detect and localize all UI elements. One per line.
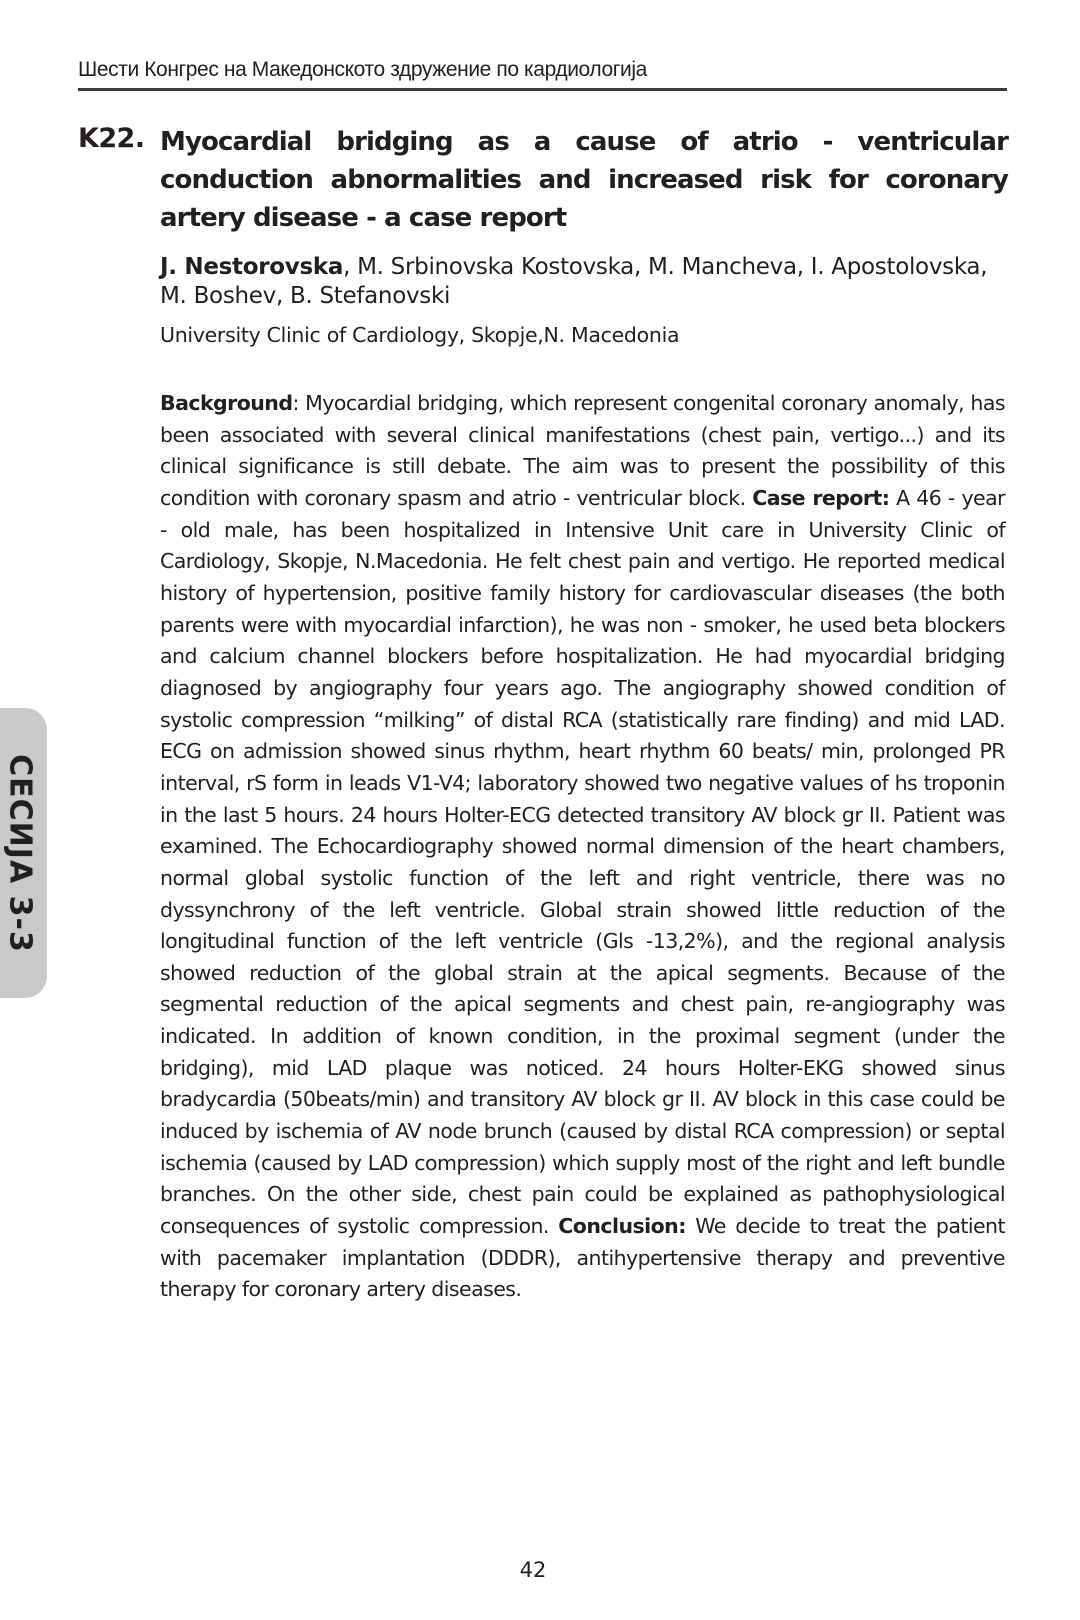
session-side-tab	[0, 708, 47, 998]
background-text: : Myocardial bridging, which represent congenital coronary anomaly, has been associated with several clinical manifestations (chest pain, vertigo...) and its clinical significance is still debate. The aim was to present the possibility of this condition with coronary spasm and atrio - ventricular block.	[160, 391, 1005, 510]
affiliation: University Clinic of Cardiology, Skopje,N. Macedonia	[160, 323, 680, 347]
co-authors: , M. Srbinovska Kostovska, M. Mancheva, I. Apostolovska, M. Boshev, B. Stefanovski	[160, 254, 988, 309]
presenting-author: J. Nestorovska	[160, 254, 344, 280]
abstract-id: K22.	[78, 123, 145, 154]
running-header: Шести Конгрес на Македонското здружение по кардиологија	[78, 58, 1007, 91]
author-list	[160, 253, 1010, 311]
conclusion-label: Conclusion:	[558, 1214, 686, 1239]
case-report-label: Case report:	[752, 485, 890, 510]
abstract-title: Myocardial bridging as a cause of atrio - ventricular conduction abnormalities and increased risk for coronary artery disease - a case report	[160, 127, 1008, 233]
background-label: Background	[160, 391, 293, 415]
abstract-body	[160, 388, 1005, 1306]
session-tab-label: СЕСИЈА 3-3	[2, 754, 38, 953]
page-number: 42	[519, 1558, 547, 1582]
conclusion-text: We decide to treat the patient with pacemaker implantation (DDDR), antihypertensive therapy and preventive therapy for coronary artery diseases.	[160, 1214, 1005, 1302]
case-report-text: A 46 - year - old male, has been hospitalized in Intensive Unit care in University Clinic of Cardiology, Skopje, N.Macedonia. He felt chest pain and vertigo. He reported medical history of hypertension, positive family history for cardiovascular diseases (the both parents were with myocardial infarction), he was non - smoker, he used beta blockers and calcium channel blockers before hospitalization. He had myocardial bridging diagnosed by angiography four years ago. The angiography showed condition of systolic compression “milking” of distal RCA (statistically rare finding) and mid LAD. ECG on admission showed sinus rhythm, heart rhythm 60 beats/ min, prolonged PR interval, rS form in leads V1-V4; laboratory showed two negative values of hs troponin in the last 5 hours. 24 hours Holter-ECG detected transitory AV block gr II. Patient was examined. The Echocardiography showed normal dimension of the heart chambers, normal global systolic function of the left and right ventricle, there was no dyssynchrony of the left ventricle. Global strain showed little reduction of the longitudinal function of the left ventricle (Gls -13,2%), and the regional analysis showed reduction of the global strain at the apical segments. Because of the segmental reduction of the apical segments and chest pain, re-angiography was indicated. In addition of known condition, in the proximal segment (under the bridging), mid LAD plaque was noticed. 24 hours Holter-EKG showed sinus bradycardia (50beats/min) and transitory AV block gr II. AV block in this case could be induced by ischemia of AV node brunch (caused by distal RCA compression) or septal ischemia (caused by LAD compression) which supply most of the right and left bundle branches. On the other side, chest pain could be explained as pathophysiological consequences of systolic compression.	[160, 485, 1005, 1239]
